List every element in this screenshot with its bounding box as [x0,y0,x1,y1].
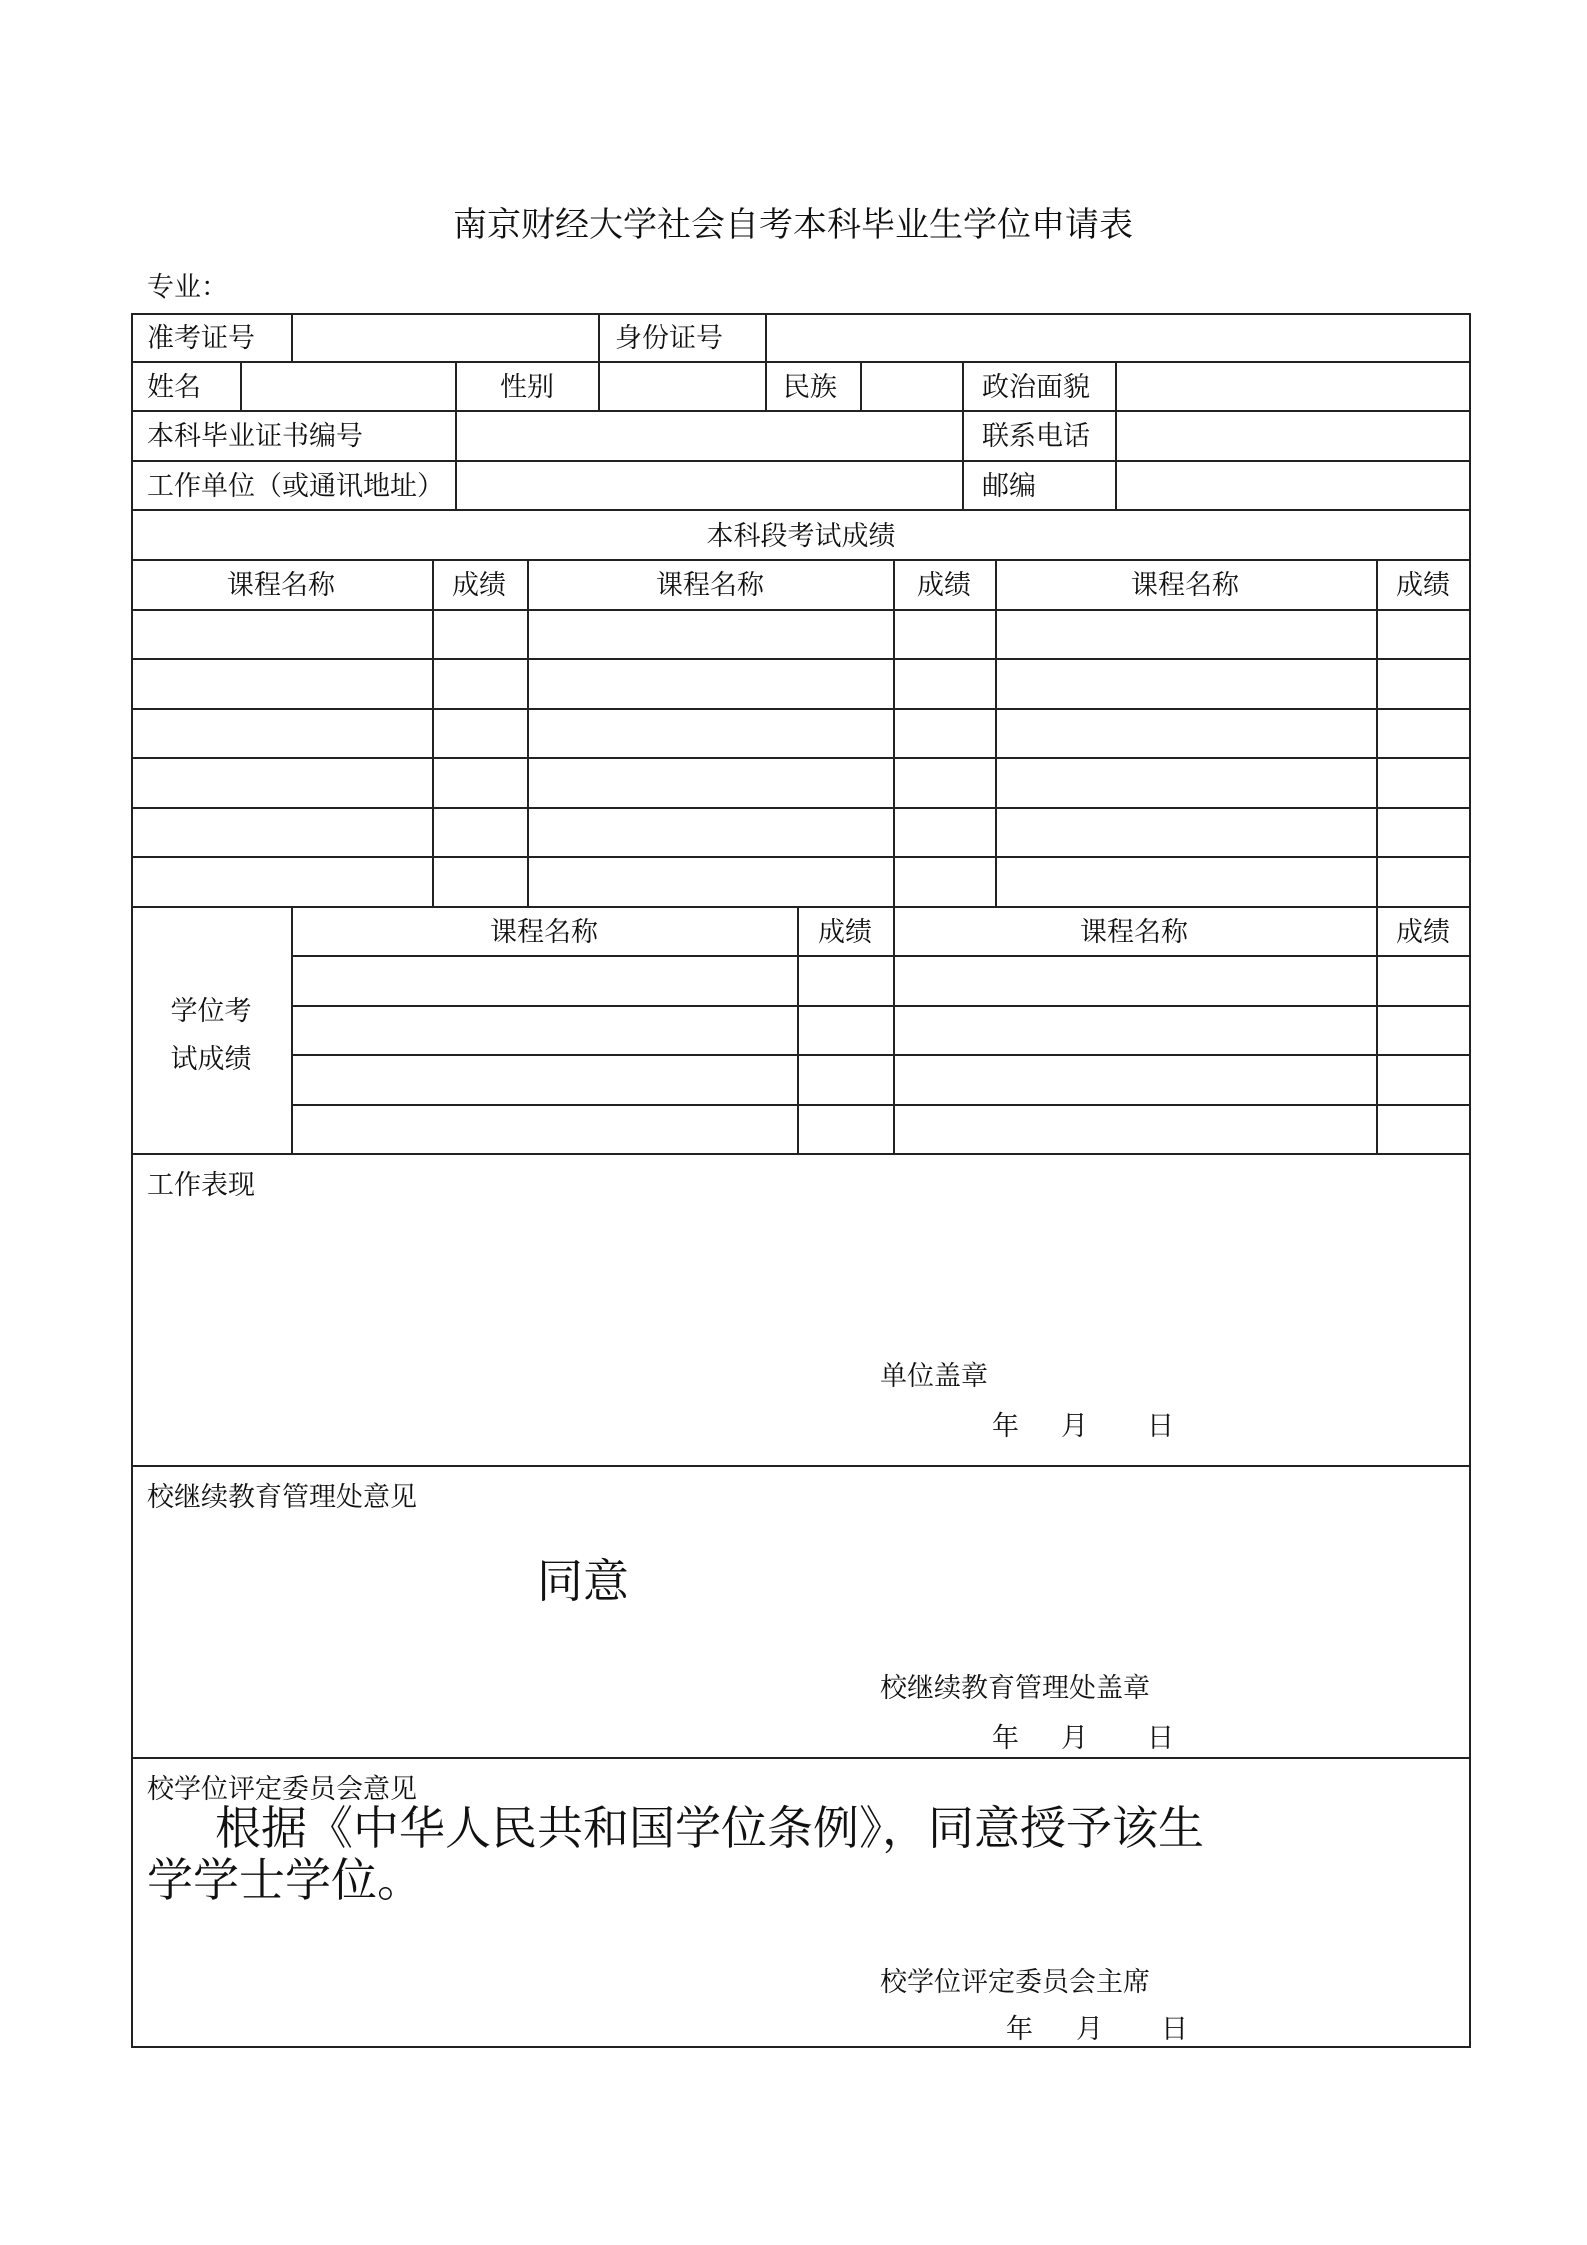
grade-header: 成绩 [1396,570,1450,601]
month-label: 月 [1076,2014,1103,2045]
year-label: 年 [992,1411,1019,1442]
page-title: 南京财经大学社会自考本科毕业生学位申请表 [453,205,1133,245]
cell-divider [765,361,767,410]
cell-divider [455,361,457,410]
exam-no-label: 准考证号 [147,323,255,354]
course-name-header: 课程名称 [1080,917,1188,948]
grade-col-divider [527,559,529,906]
name-field[interactable] [242,363,453,408]
grade-row-divider [131,708,1471,710]
work-unit-label: 工作单位（或通讯地址） [147,471,444,502]
month-label: 月 [1061,1411,1088,1442]
political-field[interactable] [1117,363,1469,408]
grade-col-divider [893,559,895,906]
cell-divider [962,361,964,410]
row-divider [131,609,1471,611]
phone-field[interactable] [1117,412,1469,458]
course-name-header: 课程名称 [656,570,764,601]
id-no-label: 身份证号 [615,323,723,354]
work-performance-label: 工作表现 [147,1170,255,1201]
course-name-header: 课程名称 [227,570,335,601]
row-divider [131,559,1471,561]
degree-col-divider [893,906,895,1153]
degree-row-divider [291,1054,1471,1056]
education-office-label: 校继续教育管理处意见 [147,1482,417,1513]
postcode-field[interactable] [1117,462,1469,507]
ethnicity-label: 民族 [783,372,837,403]
work-performance-area[interactable] [147,1210,1447,1330]
year-label: 年 [1006,2014,1033,2045]
grade-header: 成绩 [452,570,506,601]
cell-divider [962,410,964,509]
section-divider [131,1465,1471,1467]
undergrad-section-title: 本科段考试成绩 [706,521,896,552]
grade-row-divider [131,856,1471,858]
grade-col-divider [432,559,434,906]
grade-row-divider [131,807,1471,809]
phone-label: 联系电话 [982,421,1090,452]
section-divider [131,1153,1471,1155]
work-unit-field[interactable] [457,462,960,507]
political-label: 政治面貌 [982,372,1090,403]
day-label: 日 [1147,1723,1174,1754]
grade-col-divider [995,559,997,906]
grade-header: 成绩 [917,570,971,601]
section-divider [131,1757,1471,1759]
degree-exam-label: 学位考 [170,996,252,1027]
unit-seal-label: 单位盖章 [880,1361,988,1392]
committee-chair-label: 校学位评定委员会主席 [880,1967,1150,1998]
degree-col-divider [797,906,799,1153]
day-label: 日 [1161,2014,1188,2045]
education-office-seal-label: 校继续教育管理处盖章 [880,1673,1150,1704]
gender-label: 性别 [500,372,554,403]
ethnicity-field[interactable] [862,363,960,408]
degree-col-divider [291,906,293,1153]
grade-row-divider [131,906,1471,908]
degree-row-divider [291,1104,1471,1106]
cert-no-label: 本科毕业证书编号 [147,421,363,452]
cert-no-field[interactable] [457,412,960,458]
postcode-label: 邮编 [982,471,1036,502]
committee-opinion: 学学士学位。 [147,1853,423,1907]
course-name-header: 课程名称 [1131,570,1239,601]
grade-row-divider [131,658,1471,660]
month-label: 月 [1061,1723,1088,1754]
exam-no-field[interactable] [293,315,596,359]
grade-row-divider [131,757,1471,759]
education-office-opinion: 同意 [537,1554,629,1608]
degree-row-divider [291,1005,1471,1007]
grade-header: 成绩 [1396,917,1450,948]
degree-row-divider [291,955,1471,957]
degree-col-divider [1376,906,1378,1153]
committee-opinion: 根据《中华人民共和国学位条例》，同意授予该生 [215,1801,1204,1855]
degree-exam-label: 试成绩 [170,1044,252,1075]
grade-col-divider [1376,559,1378,906]
major-label: 专业： [147,272,228,303]
course-name-header: 课程名称 [490,917,598,948]
day-label: 日 [1147,1411,1174,1442]
name-label: 姓名 [147,372,201,403]
cell-divider [598,313,600,361]
committee-label: 校学位评定委员会意见 [147,1774,417,1805]
year-label: 年 [992,1723,1019,1754]
row-divider [131,509,1471,511]
gender-field[interactable] [600,363,763,408]
id-no-field[interactable] [767,315,1469,359]
grade-header: 成绩 [818,917,872,948]
